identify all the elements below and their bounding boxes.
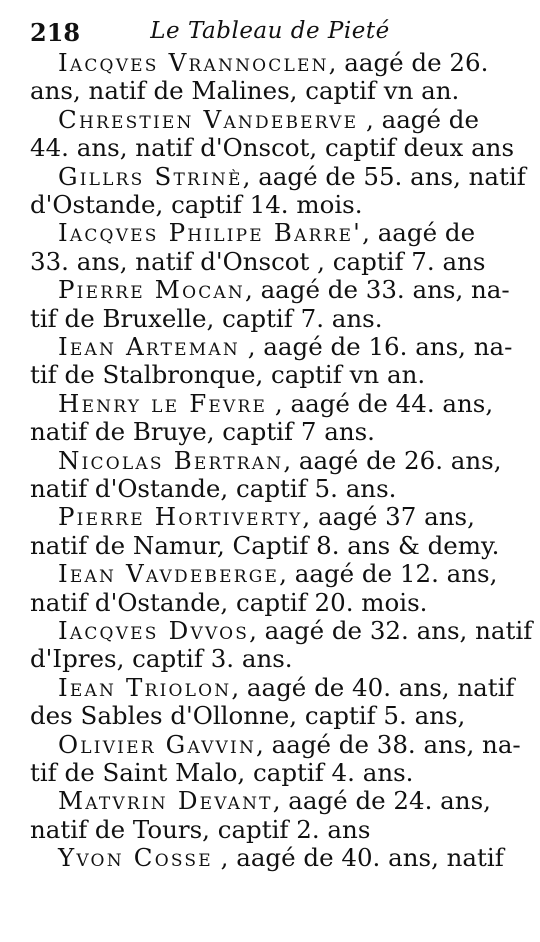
entry-first-line [58, 389, 493, 419]
captive-name: Chrestien Vandeberve [58, 104, 359, 134]
page-number: 218 [30, 18, 81, 47]
age-text: , aagé de 12. ans, [279, 559, 498, 589]
age-text: , aagé de 26. [328, 48, 489, 77]
entry-detail-line: tif de Stalbronque, captif vn an. [30, 360, 426, 390]
age-text: , aagé de [358, 104, 479, 134]
entry-first-line [58, 786, 491, 816]
entry-first-line [58, 502, 475, 532]
entry-detail-line: natif d'Ostande, captif 5. ans. [30, 474, 397, 503]
running-title: Le Tableau de Pieté [150, 18, 390, 44]
entry-first-line [58, 218, 475, 248]
entry-detail-line: natif de Namur, Captif 8. ans & demy. [30, 530, 500, 560]
age-text: , aagé de 24. ans, [272, 786, 491, 816]
entry-first-line [58, 332, 512, 362]
entry-detail-line: 33. ans, natif d'Onscot , captif 7. ans [30, 246, 486, 276]
captive-name: Yvon Cosse [58, 843, 213, 873]
captive-name: Henry le Fevre [58, 388, 268, 418]
captive-name: Nicolas Bertran [58, 445, 284, 475]
entry-detail-line: ans, natif de Malines, captif vn an. [30, 76, 460, 106]
age-text: , aagé de 26. ans, [283, 445, 502, 475]
entry-first-line [58, 446, 502, 476]
age-text: , aagé de 38. ans, na- [256, 729, 521, 759]
entry-detail-line: natif de Bruye, captif 7 ans. [30, 417, 375, 447]
page-header [0, 14, 540, 48]
entry-detail-line: d'Ipres, captif 3. ans. [30, 644, 293, 674]
captive-name: Pierre Mocan [58, 275, 245, 305]
entry-first-line [58, 559, 497, 589]
entry-detail-line: des Sables d'Ollonne, captif 5. ans, [30, 701, 466, 731]
captive-name: Olivier Gavvin [58, 729, 257, 759]
age-text: , aagé de 16. ans, na- [239, 332, 513, 361]
captive-name: Iacqves Vrannoclen [58, 48, 329, 77]
captive-name: Matvrin Devant [58, 786, 273, 816]
age-text: , aagé de 32. ans, natif [249, 616, 533, 645]
age-text: , aagé de 40. ans, natif [231, 672, 515, 702]
age-text: , aagé de 44. ans, [267, 388, 494, 418]
age-text: , aagé de 40. ans, natif [212, 843, 504, 873]
entry-first-line [58, 730, 521, 760]
captive-name: Iean Vavdeberge [58, 559, 280, 589]
age-text: , aagé 37 ans, [302, 502, 475, 532]
entry-detail-line: tif de Saint Malo, captif 4. ans. [30, 758, 414, 787]
entry-detail-line: tif de Bruxelle, captif 7. ans. [30, 303, 383, 333]
entry-first-line [58, 673, 514, 703]
captive-name: Iacqves Philipe Barre' [58, 218, 363, 248]
captive-name: Iean Arteman [58, 332, 240, 361]
captive-name: Iacqves Dvvos [58, 616, 250, 645]
age-text: , aagé de [362, 218, 476, 248]
entry-detail-line: d'Ostande, captif 14. mois. [30, 190, 363, 219]
age-text: , aagé de 55. ans, natif [242, 161, 526, 191]
entry-first-line [58, 48, 488, 78]
entry-first-line [58, 275, 510, 305]
age-text: , aagé de 33. ans, na- [245, 275, 510, 305]
entry-first-line [58, 162, 526, 192]
entry-first-line [58, 616, 532, 646]
entry-detail-line: natif de Tours, captif 2. ans [30, 814, 371, 844]
entry-first-line [58, 843, 504, 873]
captive-name: Gillrs Strinè [58, 161, 243, 191]
entry-detail-line: 44. ans, natif d'Onscot, captif deux ans [30, 133, 515, 163]
entry-first-line [58, 105, 479, 135]
captive-name: Pierre Hortiverty [58, 502, 303, 532]
entry-detail-line: natif d'Ostande, captif 20. mois. [30, 587, 428, 617]
captive-name: Iean Triolon [58, 672, 232, 702]
